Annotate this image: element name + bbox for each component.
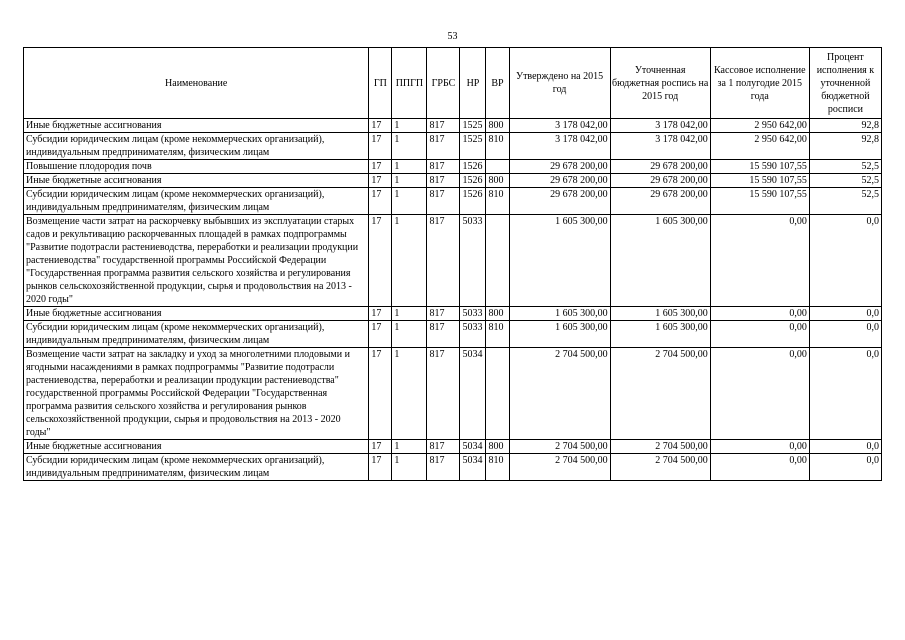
row-percent-cell: 0,0: [809, 440, 881, 454]
row-approved-cell: 1 605 300,00: [509, 307, 610, 321]
row-percent-cell: 52,5: [809, 174, 881, 188]
table-row: [24, 440, 882, 454]
row-grbs-cell: 817: [427, 321, 460, 348]
table-row: [24, 321, 882, 348]
budget-table: [23, 47, 882, 481]
row-nr-cell: 1525: [460, 119, 486, 133]
row-cash-cell: 0,00: [710, 440, 809, 454]
row-approved-cell: 29 678 200,00: [509, 188, 610, 215]
row-name-cell: Иные бюджетные ассигнования: [24, 440, 369, 454]
row-gp-cell: 17: [369, 188, 392, 215]
row-approved-cell: 1 605 300,00: [509, 215, 610, 307]
row-ppgp-cell: 1: [392, 307, 427, 321]
header-cash: Кассовое исполнение за 1 полугодие 2015 года: [710, 48, 809, 119]
header-percent: Процент исполнения к уточненной бюджетной росписи: [809, 48, 881, 119]
row-cash-cell: 2 950 642,00: [710, 119, 809, 133]
row-ppgp-cell: 1: [392, 348, 427, 440]
row-name-cell: Субсидии юридическим лицам (кроме некоммерческих организаций), индивидуальным предпринимателям, физическим лицам: [24, 188, 369, 215]
row-cash-cell: 0,00: [710, 348, 809, 440]
row-vr-cell: 800: [486, 119, 509, 133]
row-name-cell: Повышение плодородия почв: [24, 160, 369, 174]
row-name-cell: Возмещение части затрат на закладку и уход за многолетними плодовыми и ягодными насаждениями в рамках подпрограммы "Развитие подотрасли растениеводства, переработки и реализации продукции растениеводства" государственной программы Российской Федерации "Государственная программа развития сельского хозяйства и регулирования рынков сельскохозяйственной продукции, сырья и продовольствия на 2013 - 2020 годы": [24, 348, 369, 440]
row-ppgp-cell: 1: [392, 174, 427, 188]
row-refined-cell: 2 704 500,00: [610, 348, 710, 440]
row-nr-cell: 5034: [460, 348, 486, 440]
row-gp-cell: 17: [369, 215, 392, 307]
row-ppgp-cell: 1: [392, 133, 427, 160]
row-grbs-cell: 817: [427, 160, 460, 174]
row-refined-cell: 29 678 200,00: [610, 160, 710, 174]
row-percent-cell: 0,0: [809, 215, 881, 307]
row-cash-cell: 0,00: [710, 215, 809, 307]
row-refined-cell: 29 678 200,00: [610, 174, 710, 188]
row-cash-cell: 15 590 107,55: [710, 188, 809, 215]
row-nr-cell: 5033: [460, 215, 486, 307]
table-row: [24, 174, 882, 188]
row-grbs-cell: 817: [427, 188, 460, 215]
row-gp-cell: 17: [369, 133, 392, 160]
row-nr-cell: 1526: [460, 174, 486, 188]
row-grbs-cell: 817: [427, 119, 460, 133]
row-nr-cell: 1525: [460, 133, 486, 160]
header-name: Наименование: [24, 48, 369, 119]
row-nr-cell: 5033: [460, 307, 486, 321]
row-ppgp-cell: 1: [392, 321, 427, 348]
row-refined-cell: 1 605 300,00: [610, 215, 710, 307]
row-gp-cell: 17: [369, 307, 392, 321]
table-row: [24, 348, 882, 440]
header-grbs: ГРБС: [427, 48, 460, 119]
header-approved: Утверждено на 2015 год: [509, 48, 610, 119]
row-grbs-cell: 817: [427, 440, 460, 454]
row-ppgp-cell: 1: [392, 119, 427, 133]
row-ppgp-cell: 1: [392, 188, 427, 215]
table-row: [24, 215, 882, 307]
row-vr-cell: 810: [486, 321, 509, 348]
row-approved-cell: 3 178 042,00: [509, 133, 610, 160]
row-approved-cell: 2 704 500,00: [509, 348, 610, 440]
row-vr-cell: [486, 215, 509, 307]
header-gp: ГП: [369, 48, 392, 119]
row-nr-cell: 5033: [460, 321, 486, 348]
row-cash-cell: 0,00: [710, 307, 809, 321]
header-refined: Уточненная бюджетная роспись на 2015 год: [610, 48, 710, 119]
row-name-cell: Иные бюджетные ассигнования: [24, 119, 369, 133]
row-gp-cell: 17: [369, 348, 392, 440]
row-nr-cell: 5034: [460, 440, 486, 454]
row-name-cell: Субсидии юридическим лицам (кроме некоммерческих организаций), индивидуальным предпринимателям, физическим лицам: [24, 321, 369, 348]
row-vr-cell: 810: [486, 188, 509, 215]
row-vr-cell: 800: [486, 174, 509, 188]
row-percent-cell: 92,8: [809, 119, 881, 133]
row-grbs-cell: 817: [427, 307, 460, 321]
row-grbs-cell: 817: [427, 454, 460, 481]
row-approved-cell: 1 605 300,00: [509, 321, 610, 348]
header-ppgp: ППГП: [392, 48, 427, 119]
row-nr-cell: 5034: [460, 454, 486, 481]
row-approved-cell: 2 704 500,00: [509, 454, 610, 481]
row-gp-cell: 17: [369, 160, 392, 174]
row-vr-cell: [486, 160, 509, 174]
row-refined-cell: 1 605 300,00: [610, 307, 710, 321]
table-row: [24, 454, 882, 481]
table-row: [24, 188, 882, 215]
table-row: [24, 133, 882, 160]
row-name-cell: Иные бюджетные ассигнования: [24, 307, 369, 321]
row-ppgp-cell: 1: [392, 454, 427, 481]
row-percent-cell: 0,0: [809, 348, 881, 440]
table-row: [24, 160, 882, 174]
row-cash-cell: 15 590 107,55: [710, 160, 809, 174]
row-percent-cell: 52,5: [809, 160, 881, 174]
row-grbs-cell: 817: [427, 215, 460, 307]
row-grbs-cell: 817: [427, 174, 460, 188]
row-nr-cell: 1526: [460, 188, 486, 215]
row-percent-cell: 52,5: [809, 188, 881, 215]
row-refined-cell: 3 178 042,00: [610, 119, 710, 133]
row-gp-cell: 17: [369, 321, 392, 348]
page-number: 53: [447, 31, 458, 42]
row-approved-cell: 29 678 200,00: [509, 160, 610, 174]
row-name-cell: Субсидии юридическим лицам (кроме некоммерческих организаций), индивидуальным предпринимателям, физическим лицам: [24, 133, 369, 160]
row-refined-cell: 29 678 200,00: [610, 188, 710, 215]
row-cash-cell: 0,00: [710, 321, 809, 348]
row-ppgp-cell: 1: [392, 215, 427, 307]
row-vr-cell: 810: [486, 454, 509, 481]
row-vr-cell: 800: [486, 440, 509, 454]
table-row: [24, 119, 882, 133]
row-nr-cell: 1526: [460, 160, 486, 174]
row-name-cell: Иные бюджетные ассигнования: [24, 174, 369, 188]
header-row: [24, 48, 882, 119]
row-refined-cell: 1 605 300,00: [610, 321, 710, 348]
row-name-cell: Возмещение части затрат на раскорчевку выбывших из эксплуатации старых садов и рекультивацию раскорчеванных площадей в рамках подпрограммы "Развитие подотрасли растениеводства, переработки и реализации продукции растениеводства" государственной программы Российской Федерации "Государственная программа развития сельского хозяйства и регулирования рынков сельскохозяйственной продукции, сырья и продовольствия на 2013 - 2020 годы": [24, 215, 369, 307]
row-gp-cell: 17: [369, 454, 392, 481]
row-gp-cell: 17: [369, 174, 392, 188]
row-refined-cell: 2 704 500,00: [610, 454, 710, 481]
row-percent-cell: 0,0: [809, 454, 881, 481]
row-gp-cell: 17: [369, 440, 392, 454]
row-approved-cell: 2 704 500,00: [509, 440, 610, 454]
header-nr: НР: [460, 48, 486, 119]
row-percent-cell: 92,8: [809, 133, 881, 160]
row-cash-cell: 2 950 642,00: [710, 133, 809, 160]
row-approved-cell: 29 678 200,00: [509, 174, 610, 188]
row-percent-cell: 0,0: [809, 321, 881, 348]
table-row: [24, 307, 882, 321]
row-vr-cell: 810: [486, 133, 509, 160]
row-percent-cell: 0,0: [809, 307, 881, 321]
row-vr-cell: [486, 348, 509, 440]
row-approved-cell: 3 178 042,00: [509, 119, 610, 133]
row-grbs-cell: 817: [427, 348, 460, 440]
row-vr-cell: 800: [486, 307, 509, 321]
row-grbs-cell: 817: [427, 133, 460, 160]
row-ppgp-cell: 1: [392, 160, 427, 174]
row-refined-cell: 3 178 042,00: [610, 133, 710, 160]
row-refined-cell: 2 704 500,00: [610, 440, 710, 454]
row-gp-cell: 17: [369, 119, 392, 133]
row-ppgp-cell: 1: [392, 440, 427, 454]
row-cash-cell: 15 590 107,55: [710, 174, 809, 188]
row-cash-cell: 0,00: [710, 454, 809, 481]
row-name-cell: Субсидии юридическим лицам (кроме некоммерческих организаций), индивидуальным предпринимателям, физическим лицам: [24, 454, 369, 481]
header-vr: ВР: [486, 48, 509, 119]
